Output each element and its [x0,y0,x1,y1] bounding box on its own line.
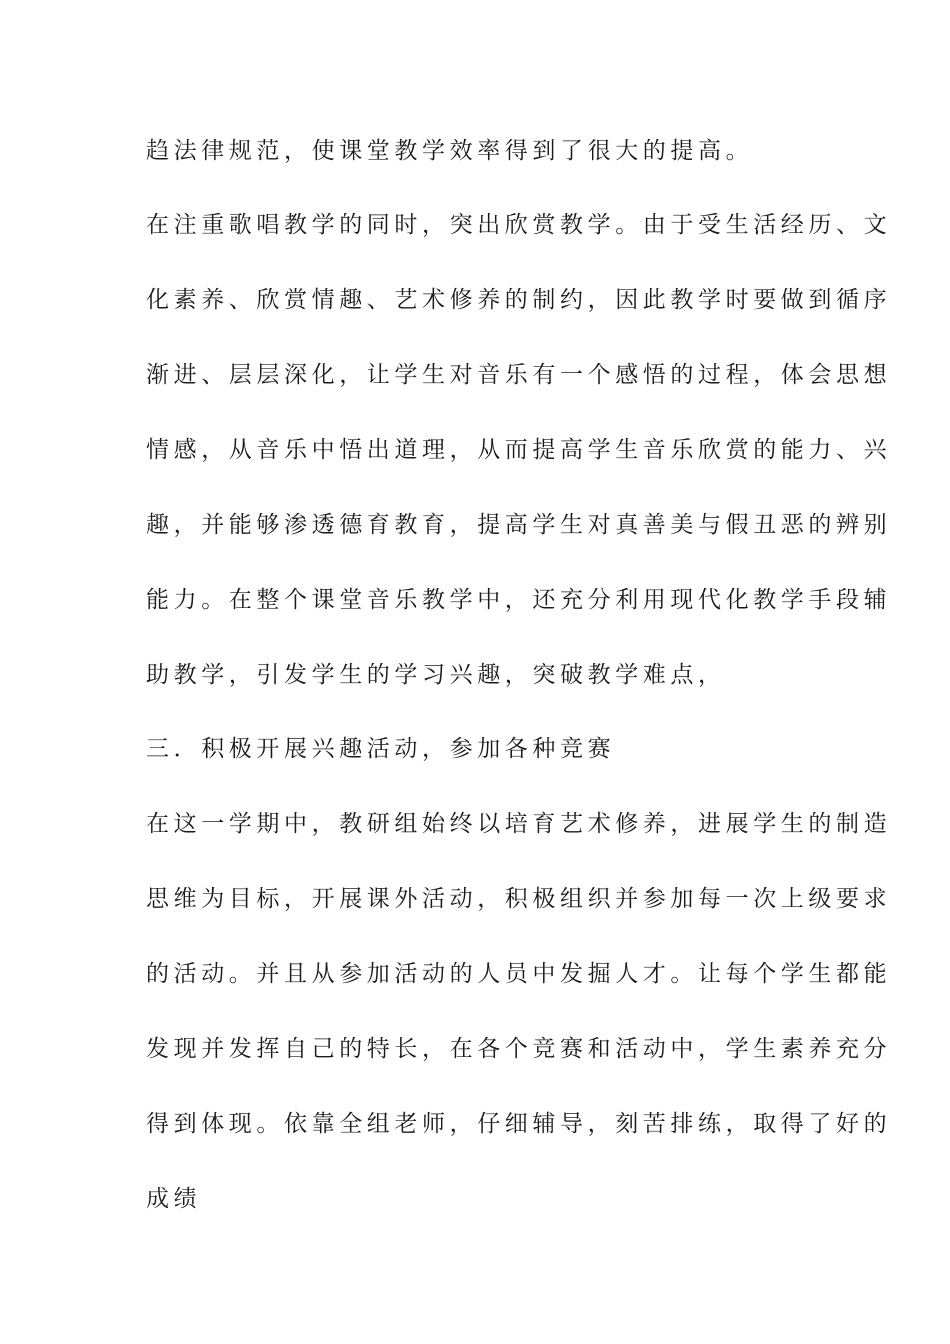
text-line: 的活动。并且从参加活动的人员中发掘人才。让每个学生都能 [146,961,892,987]
text-line: 渐进、层层深化，让学生对音乐有一个感悟的过程，体会思想 [146,362,892,388]
text-line: 得到体现。依靠全组老师，仔细辅导，刻苦排练，取得了好的 [146,1111,892,1137]
text-line: 在注重歌唱教学的同时，突出欣赏教学。由于受生活经历、文 [146,212,892,238]
text-line: 思维为目标，开展课外活动，积极组织并参加每一次上级要求 [146,886,892,912]
text-line: 趋法律规范，使课堂教学效率得到了很大的提高。 [146,138,754,164]
text-line: 情感，从音乐中悟出道理，从而提高学生音乐欣赏的能力、兴 [146,437,892,463]
section-heading: 三．积极开展兴趣活动，参加各种竞赛 [146,736,616,762]
text-line: 发现并发挥自己的特长，在各个竞赛和活动中，学生素养充分 [146,1036,892,1062]
text-line: 助教学，引发学生的学习兴趣，突破教学难点， [146,662,726,688]
text-line: 趣，并能够渗透德育教育，提高学生对真善美与假丑恶的辨别 [146,512,892,538]
text-line: 在这一学期中，教研组始终以培育艺术修养，进展学生的制造 [146,811,892,837]
text-line: 化素养、欣赏情趣、艺术修养的制约，因此教学时要做到循序 [146,287,892,313]
text-line: 成绩 [146,1186,202,1212]
text-line: 能力。在整个课堂音乐教学中，还充分利用现代化教学手段辅 [146,587,892,613]
